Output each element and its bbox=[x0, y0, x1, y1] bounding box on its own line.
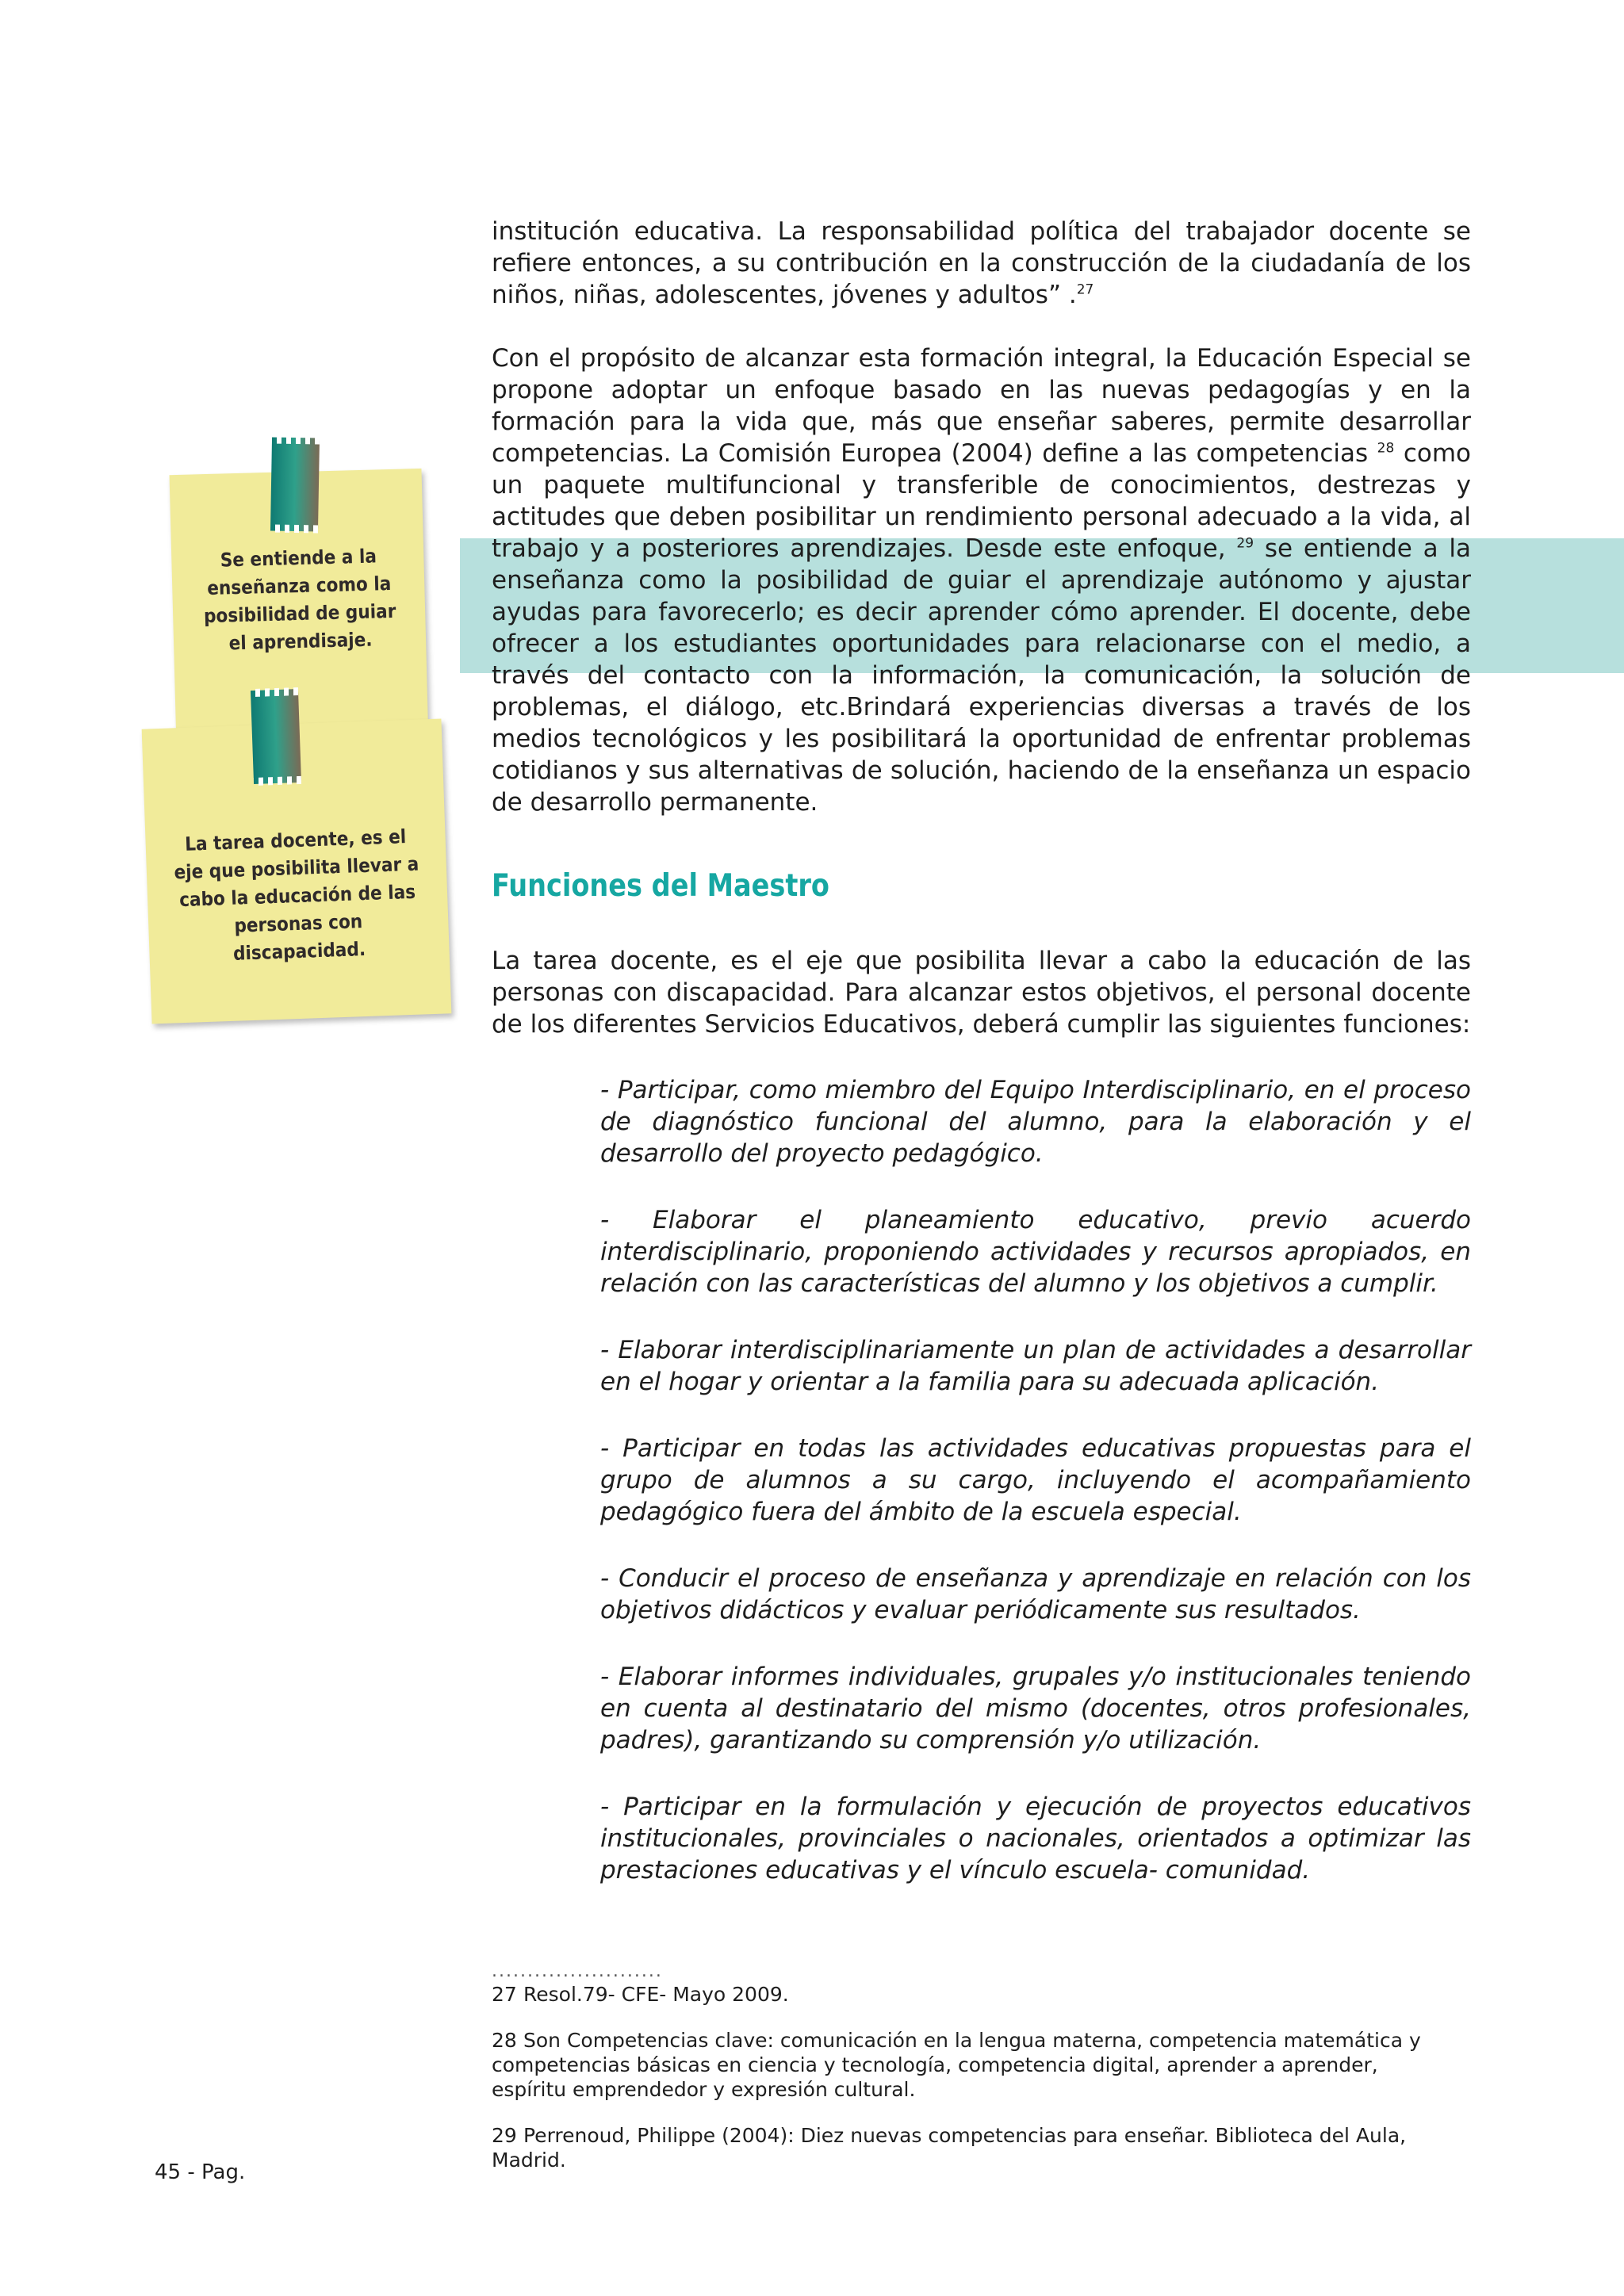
paragraph-tarea-docente-text: La tarea docente, es el eje que posibilita llevar a cabo la educación de las personas con discapacidad. Para alcanzar estos objetivos, el personal docente de los diferentes Servicios Educativos, deberá cumplir las siguientes funciones: bbox=[492, 947, 1471, 1039]
footnote-text: Resol.79- CFE- Mayo 2009. bbox=[523, 1983, 789, 2006]
footnote-number: 27 bbox=[492, 1983, 517, 2006]
footnote-separator: ........................ bbox=[492, 1961, 663, 1981]
footnote-ref-28[interactable]: 28 bbox=[1377, 440, 1395, 457]
function-item: - Participar en la formulación y ejecución de proyectos educativos institucionales, provinciales o nacionales, orientados a optimizar las prestaciones educativas y el vínculo escuela- comunidad. bbox=[600, 1793, 1471, 1885]
paragraph-competencias-text-c: se entiende a la enseñanza como la posibilidad de guiar el aprendizaje autónomo y ajustar ayudas para favorecerlo; es decir aprender cómo aprender. El docente, debe ofrecer a los estudiantes oportunidades para relacionarse con el medio, a través del contacto con la información, la comunicación, la solución de problemas, el diálogo, etc.Brindará experiencias diversas a través de los medios tecnológicos y les posibilitará la oportunidad de enfrentar problemas cotidianos y sus alternativas de solución, haciendo de la enseñanza un espacio de desarrollo permanente. bbox=[492, 534, 1471, 817]
footnote-number: 29 bbox=[492, 2124, 517, 2147]
page-number: 45 - Pag. bbox=[155, 2160, 246, 2184]
sticky-note-2-text: La tarea docente, es el eje que posibilita llevar a cabo la educación de las personas con discapacidad. bbox=[174, 825, 419, 965]
paragraph-competencias-text-b: como un paquete multifuncional y transferible de conocimientos, destrezas y actitudes que deben posibilitar un rendimiento personal adecuado a la vida, al trabajo y a posteriores aprendizajes. Desde este enfoque, bbox=[492, 439, 1472, 563]
function-item: - Elaborar informes individuales, grupales y/o institucionales teniendo en cuenta al destinatario del mismo (docentes, otros profesionales, padres), garantizando su comprensión y/o utilización. bbox=[600, 1663, 1471, 1755]
footnote-27 bbox=[492, 1982, 1455, 2007]
function-item: - Participar, como miembro del Equipo Interdisciplinario, en el proceso de diagnóstico funcional del alumno, para la elaboración y el desarrollo del proyecto pedagógico. bbox=[600, 1076, 1471, 1168]
function-item: - Conducir el proceso de enseñanza y aprendizaje en relación con los objetivos didácticos y evaluar periódicamente sus resultados. bbox=[600, 1564, 1471, 1624]
footnote-28 bbox=[492, 2028, 1455, 2102]
sticky-note-1-text: Se entiende a la enseñanza como la posibilidad de guiar el aprendisaje. bbox=[203, 545, 396, 655]
footnote-text: Son Competencias clave: comunicación en la lengua materna, competencia matemática y competencias básicas en ciencia y tecnología, competencia digital, aprender a aprender, espíritu emprendedor y expresión cultural. bbox=[492, 2029, 1421, 2101]
footnote-29 bbox=[492, 2123, 1455, 2172]
paragraph-competencias-text-a: Con el propósito de alcanzar esta formación integral, la Educación Especial se propone adoptar un enfoque basado en las nuevas pedagogías y en la formación para la vida que, más que enseñar saberes, permite desarrollar competencias. La Comisión Europea (2004) define a las competencias bbox=[492, 344, 1471, 468]
footnote-ref-27[interactable]: 27 bbox=[1076, 281, 1094, 298]
paragraph-intro bbox=[492, 216, 1471, 311]
section-heading: Funciones del Maestro bbox=[492, 868, 829, 904]
footnote-text: Perrenoud, Philippe (2004): Diez nuevas competencias para enseñar. Biblioteca del Aula, Madrid. bbox=[492, 2124, 1407, 2172]
function-item: - Elaborar interdisciplinariamente un plan de actividades a desarrollar en el hogar y orientar a la familia para su adecuada aplicación. bbox=[600, 1336, 1471, 1396]
function-item: - Elaborar el planeamiento educativo, previo acuerdo interdisciplinario, proponiendo actividades y recursos apropiados, en relación con las características del alumno y los objetivos a cumplir. bbox=[600, 1206, 1471, 1298]
paragraph-competencias bbox=[492, 342, 1471, 818]
footnote-number: 28 bbox=[492, 2029, 517, 2052]
functions-list bbox=[600, 1074, 1471, 1921]
paragraph-tarea-docente bbox=[492, 945, 1471, 1040]
footnote-ref-29[interactable]: 29 bbox=[1236, 535, 1254, 552]
footnotes bbox=[492, 1982, 1455, 2194]
tape-icon bbox=[251, 689, 301, 784]
tape-icon bbox=[270, 437, 320, 531]
paragraph-intro-text: institución educativa. La responsabilidad política del trabajador docente se refiere entonces, a su contribución en la construcción de la ciudadanía de los niños, niñas, adolescentes, jóvenes y adultos” . bbox=[492, 217, 1471, 309]
function-item: - Participar en todas las actividades educativas propuestas para el grupo de alumnos a su cargo, incluyendo el acompañamiento pedagógico fuera del ámbito de la escuela especial. bbox=[600, 1434, 1471, 1526]
